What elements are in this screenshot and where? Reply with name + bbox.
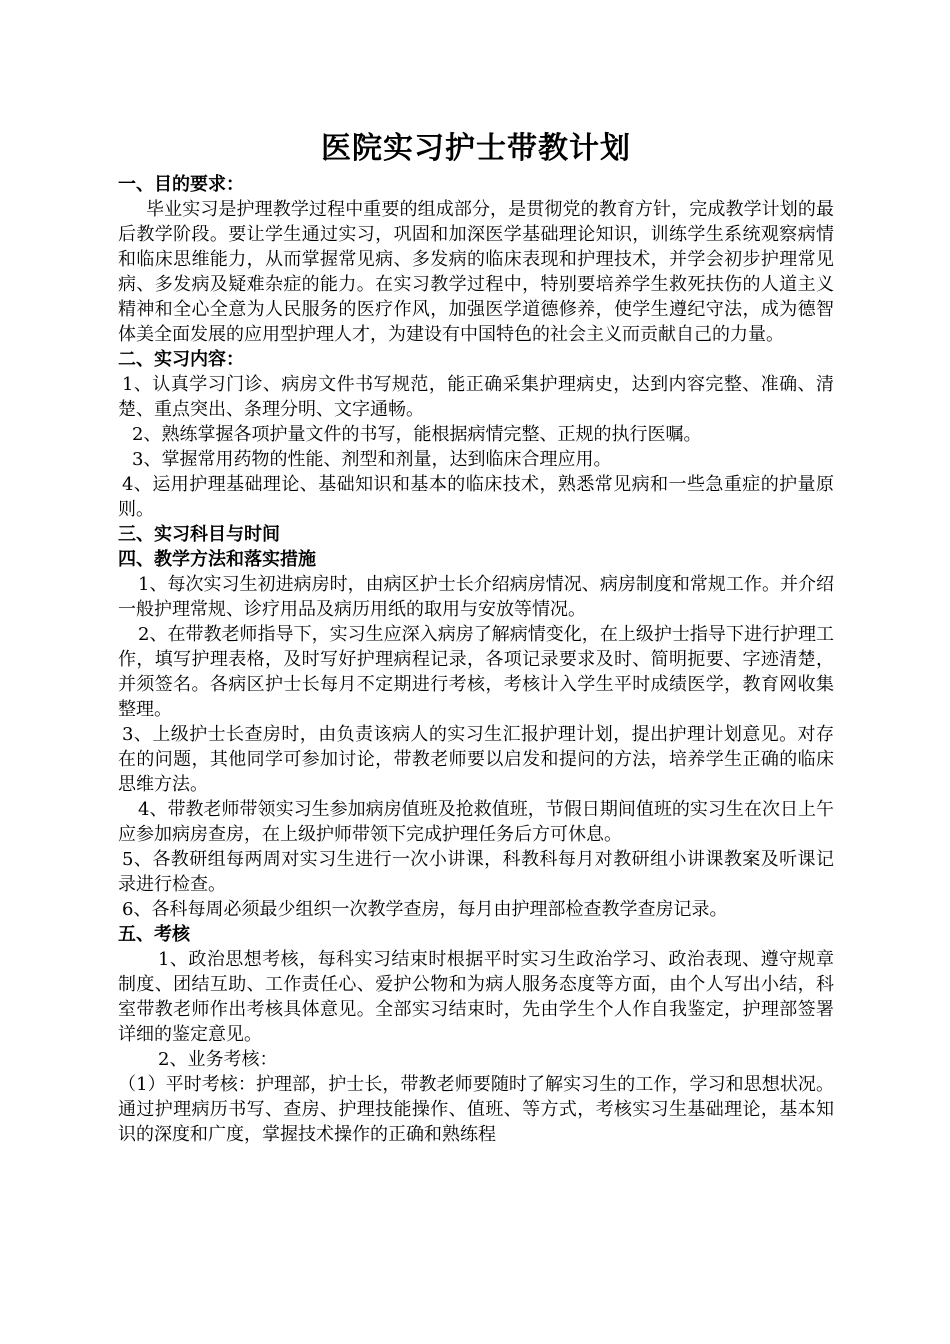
paragraph: 2、业务考核： (158, 1049, 278, 1070)
paragraph: 6、各科每周必须最少组织一次教学查房，每月由护理部检查教学查房记录。 (122, 899, 728, 920)
paragraph: 4、运用护理基础理论、基础知识和基本的临床技术，熟悉常见病和一些急重症的护量原则。 (118, 474, 834, 520)
section-content (118, 347, 834, 522)
paragraph: （1）平时考核：护理部，护士长，带教老师要随时了解实习生的工作，学习和思想状况。通过护理病历书写、查房、护理技能操作、值班、等方式，考核实习生基础理论，基本知识的深度和广度，掌握技术操作的正确和熟练程 (118, 1074, 834, 1145)
section-heading: 四、教学方法和落实措施 (118, 549, 316, 570)
paragraph: 1、认真学习门诊、病房文件书写规范，能正确采集护理病史，达到内容完整、准确、清楚、重点突出、条理分明、文字通畅。 (118, 374, 834, 420)
section-heading: 一、目的要求： (118, 174, 244, 195)
paragraph: 3、掌握常用药物的性能、剂型和剂量，达到临床合理应用。 (132, 449, 612, 470)
section-heading: 三、实习科目与时间 (118, 524, 280, 545)
paragraph: 5、各教研组每两周对实习生进行一次小讲课，科教科每月对教研组小讲课教案及听课记录进行检查。 (118, 849, 834, 895)
paragraph: 毕业实习是护理教学过程中重要的组成部分，是贯彻党的教育方针，完成教学计划的最后教学阶段。要让学生通过实习，巩固和加深医学基础理论知识，训练学生系统观察病情和临床思维能力，从而掌握常见病、多发病的临床表现和护理技术，并学会初步护理常见病、多发病及疑难杂症的能力。在实习教学过程中，特别要培养学生救死扶伤的人道主义精神和全心全意为人民服务的医疗作风，加强医学道德修养，使学生遵纪守法，成为德智体美全面发展的应用型护理人才，为建设有中国特色的社会主义而贡献自己的力量。 (118, 199, 834, 345)
paragraph: 3、上级护士长查房时，由负责该病人的实习生汇报护理计划，提出护理计划意见。对存在的问题，其他同学可参加讨论，带教老师要以启发和提问的方法，培养学生正确的临床思维方法。 (118, 724, 834, 795)
paragraph: 1、政治思想考核，每科实习结束时根据平时实习生政治学习、政治表现、遵守规章制度、团结互助、工作责任心、爱护公物和为病人服务态度等方面，由个人写出小结，科室带教老师作出考核具体意见。全部实习结束时，先由学生个人作自我鉴定，护理部签署详细的鉴定意见。 (118, 949, 834, 1045)
section-subjects (118, 522, 834, 547)
section-heading: 二、实习内容： (118, 349, 244, 370)
paragraph: 2、在带教老师指导下，实习生应深入病房了解病情变化，在上级护士指导下进行护理工作，填写护理表格，及时写好护理病程记录，各项记录要求及时、简明扼要、字迹清楚，并须签名。各病区护士长每月不定期进行考核，考核计入学生平时成绩医学，教育网收集整理。 (118, 624, 834, 720)
section-methods (118, 547, 834, 922)
section-purpose (118, 172, 834, 347)
document-title: 医院实习护士带教计划 (321, 131, 631, 166)
paragraph: 1、每次实习生初进病房时，由病区护士长介绍病房情况、病房制度和常规工作。并介绍一般护理常规、诊疗用品及病历用纸的取用与安放等情况。 (118, 574, 834, 620)
paragraph: 2、熟练掌握各项护量文件的书写，能根据病情完整、正规的执行医嘱。 (132, 424, 702, 445)
section-heading: 五、考核 (118, 924, 190, 945)
section-assessment (118, 922, 834, 1147)
document-page (118, 126, 834, 1147)
paragraph: 4、带教老师带领实习生参加病房值班及抢救值班，节假日期间值班的实习生在次日上午应参加病房查房，在上级护师带领下完成护理任务后方可休息。 (118, 799, 834, 845)
